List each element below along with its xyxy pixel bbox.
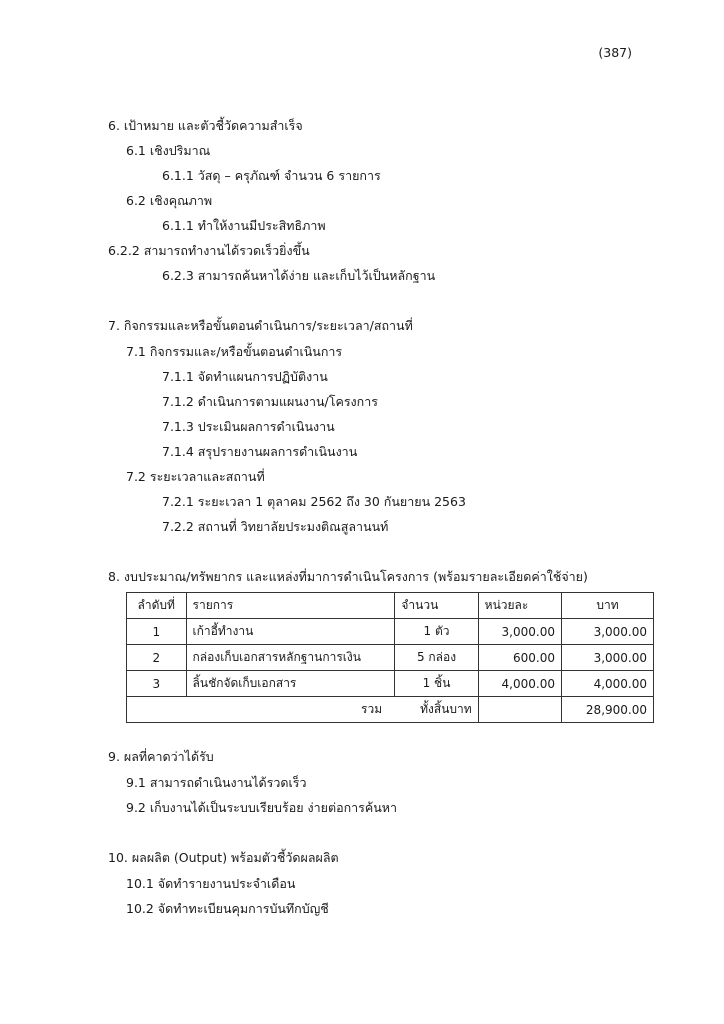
item-quality-1: 6.1.1 ทำให้งานมีประสิทธิภาพ [162, 218, 326, 233]
result-2: 9.2 เก็บงานได้เป็นระบบเรียบร้อย ง่ายต่อการค้นหา [126, 800, 398, 815]
step-3: 7.1.3 ประเมินผลการดำเนินงาน [162, 419, 335, 434]
sum-label-cell [127, 697, 479, 723]
subheading-time-place: 7.2 ระยะเวลาและสถานที่ [126, 469, 265, 484]
cell-item: ลิ้นชักจัดเก็บเอกสาร [186, 671, 395, 697]
table-row [127, 645, 654, 671]
budget-table [126, 592, 654, 723]
sum-label: รวม [361, 702, 383, 716]
place: 7.2.2 สถานที่ วิทยาลัยประมงติณสูลานนท์ [162, 519, 389, 534]
sum-empty-cell [478, 697, 561, 723]
cell-unit-price: 3,000.00 [478, 619, 561, 645]
heading-activities: 7. กิจกรรมและหรือขั้นตอนดำเนินการ/ระยะเวลา/สถานที่ [108, 318, 413, 333]
page-number: (387) [598, 45, 632, 60]
table-row [127, 619, 654, 645]
cell-qty: 1 ชิ้น [395, 671, 478, 697]
output-1: 10.1 จัดทำรายงานประจำเดือน [126, 876, 296, 891]
item-quality-2: 6.2.2 สามารถทำงานได้รวดเร็วยิ่งขึ้น [108, 243, 310, 258]
item-quality-3: 6.2.3 สามารถค้นหาได้ง่าย และเก็บไว้เป็นหลักฐาน [162, 268, 436, 283]
header-no: ลำดับที่ [127, 593, 187, 619]
step-2: 7.1.2 ดำเนินการตามแผนงาน/โครงการ [162, 394, 378, 409]
step-4: 7.1.4 สรุปรายงานผลการดำเนินงาน [162, 444, 358, 459]
subheading-quantity: 6.1 เชิงปริมาณ [126, 143, 211, 158]
item-quantity-1: 6.1.1 วัสดุ – ครุภัณฑ์ จำนวน 6 รายการ [162, 168, 381, 183]
heading-goals: 6. เป้าหมาย และตัวชี้วัดความสำเร็จ [108, 118, 303, 133]
step-1: 7.1.1 จัดทำแผนการปฏิบัติงาน [162, 369, 328, 384]
cell-amount: 4,000.00 [561, 671, 653, 697]
table-header-row [127, 593, 654, 619]
cell-amount: 3,000.00 [561, 645, 653, 671]
result-1: 9.1 สามารถดำเนินงานได้รวดเร็ว [126, 775, 307, 790]
cell-amount: 3,000.00 [561, 619, 653, 645]
sum-label-total: ทั้งสิ้นบาท [420, 702, 472, 716]
cell-item: กล่องเก็บเอกสารหลักฐานการเงิน [186, 645, 395, 671]
cell-no: 1 [127, 619, 187, 645]
subheading-quality: 6.2 เชิงคุณภาพ [126, 193, 213, 208]
heading-budget: 8. งบประมาณ/ทรัพยากร และแหล่งที่มาการดำเนินโครงการ (พร้อมรายละเอียดค่าใช้จ่าย) [108, 569, 588, 584]
cell-qty: 5 กล่อง [395, 645, 478, 671]
heading-expected-results: 9. ผลที่คาดว่าได้รับ [108, 749, 214, 764]
cell-no: 2 [127, 645, 187, 671]
heading-output: 10. ผลผลิต (Output) พร้อมตัวชี้วัดผลผลิต [108, 850, 339, 865]
cell-no: 3 [127, 671, 187, 697]
header-amount: บาท [561, 593, 653, 619]
cell-qty: 1 ตัว [395, 619, 478, 645]
table-row [127, 671, 654, 697]
header-unit-price: หน่วยละ [478, 593, 561, 619]
table-sum-row [127, 697, 654, 723]
sum-total: 28,900.00 [561, 697, 653, 723]
cell-unit-price: 600.00 [478, 645, 561, 671]
time-period: 7.2.1 ระยะเวลา 1 ตุลาคม 2562 ถึง 30 กันยายน 2563 [162, 494, 466, 509]
header-qty: จำนวน [395, 593, 478, 619]
cell-item: เก้าอี้ทำงาน [186, 619, 395, 645]
cell-unit-price: 4,000.00 [478, 671, 561, 697]
header-item: รายการ [186, 593, 395, 619]
subheading-steps: 7.1 กิจกรรมและ/หรือขั้นตอนดำเนินการ [126, 344, 343, 359]
output-2: 10.2 จัดทำทะเบียนคุมการบันทึกบัญชี [126, 901, 329, 916]
